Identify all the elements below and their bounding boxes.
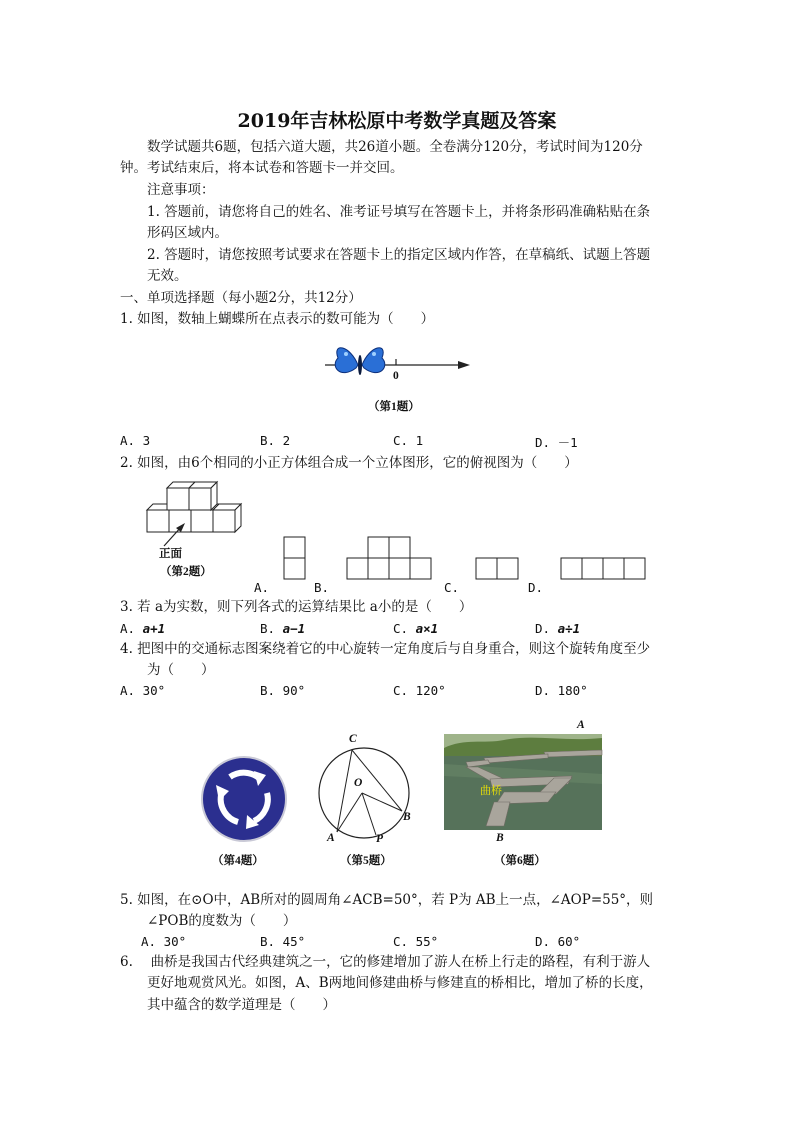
q1-caption: （第1题） bbox=[368, 401, 420, 413]
intro-line-2: 钟。考试结束后，将本试卷和答题卡一并交回。 bbox=[120, 160, 404, 176]
photo-label-b: B bbox=[496, 832, 504, 844]
notice-title: 注意事项： bbox=[147, 182, 215, 198]
top-view-option-b bbox=[346, 536, 436, 582]
q3-stem: 3. 若 a为实数，则下列各式的运算结果比 a小的是（ ） bbox=[120, 599, 473, 615]
front-label: 正面 bbox=[159, 548, 182, 560]
q3-expr-b: a−1 bbox=[282, 621, 306, 636]
q4-stem-line-2: 为（ ） bbox=[147, 662, 215, 678]
zigzag-bridge-photo bbox=[444, 734, 602, 830]
fig4-caption: （第4题） bbox=[212, 855, 264, 867]
top-view-option-d bbox=[560, 557, 650, 582]
notice-2-line-1: 2. 答题时，请您按照考试要求在答题卡上的指定区域内作答，在草稿纸、试题上答题 bbox=[147, 247, 651, 263]
q4-option-a: A. 30° bbox=[120, 683, 166, 698]
label-o: O bbox=[354, 777, 363, 789]
q6-stem-line-2: 更好地观赏风光。如图，A、B两地间修建曲桥与修建直的桥相比，增加了桥的长度， bbox=[147, 975, 653, 991]
q2-label-c: C. bbox=[444, 580, 460, 595]
q3-option-c: C. a×1 bbox=[393, 621, 439, 636]
top-view-option-a bbox=[283, 536, 307, 582]
circle-geometry-figure bbox=[316, 744, 416, 844]
q1-option-d: D. －1 bbox=[535, 435, 578, 450]
q3-expr-a: a+1 bbox=[142, 621, 166, 636]
notice-2-line-2: 无效。 bbox=[147, 268, 188, 284]
label-p: P bbox=[376, 833, 384, 845]
bridge-label: 曲桥 bbox=[480, 784, 502, 797]
label-c: C bbox=[349, 733, 357, 745]
notice-1-line-2: 形码区域内。 bbox=[147, 225, 228, 241]
q6-stem-line-3: 其中蕴含的数学道理是（ ） bbox=[147, 997, 336, 1013]
page-title: 2019年吉林松原中考数学真题及答案 bbox=[237, 110, 557, 132]
q4-option-d: D. 180° bbox=[535, 683, 588, 698]
fig5-caption: （第5题） bbox=[340, 855, 392, 867]
fig6-caption: （第6题） bbox=[494, 855, 546, 867]
roundabout-sign-icon bbox=[200, 755, 290, 845]
q2-stem: 2. 如图，由6个相同的小正方体组合成一个立体图形，它的俯视图为（ ） bbox=[120, 455, 578, 471]
section-heading: 一、单项选择题（每小题2分，共12分） bbox=[120, 290, 362, 306]
q3-option-d: D. a÷1 bbox=[535, 621, 581, 636]
label-b: B bbox=[403, 811, 411, 823]
q3-option-a: A. a+1 bbox=[120, 621, 166, 636]
q5-stem-line-1: 5. 如图，在⊙O中，AB所对的圆周角∠ACB=50°，若 P为 AB上一点，∠AOP=55°，则 bbox=[120, 892, 654, 908]
q1-option-a: A. 3 bbox=[120, 433, 151, 448]
q1-option-c: C. 1 bbox=[393, 433, 424, 448]
q5-option-d: D. 60° bbox=[535, 934, 581, 949]
q1-stem: 1. 如图，数轴上蝴蝶所在点表示的数可能为（ ） bbox=[120, 311, 435, 327]
q5-option-b: B. 45° bbox=[260, 934, 306, 949]
q1-option-b: B. 2 bbox=[260, 433, 291, 448]
q5-option-c: C. 55° bbox=[393, 934, 439, 949]
q4-stem-line-1: 4. 把图中的交通标志图案绕着它的中心旋转一定角度后与自身重合，则这个旋转角度至少 bbox=[120, 641, 651, 657]
q6-stem-line-1: 6. 曲桥是我国古代经典建筑之一，它的修建增加了游人在桥上行走的路程，有利于游人 bbox=[120, 954, 651, 970]
q2-label-d: D. bbox=[528, 580, 544, 595]
q3-expr-d: a÷1 bbox=[557, 621, 581, 636]
q5-stem-line-2: ∠POB的度数为（ ） bbox=[147, 913, 297, 929]
label-a: A bbox=[327, 832, 335, 844]
q5-option-a: A. 30° bbox=[141, 934, 187, 949]
intro-line-1: 数学试题共6题，包括六道大题，共26道小题。全卷满分120分，考试时间为120分 bbox=[147, 139, 643, 155]
q4-option-b: B. 90° bbox=[260, 683, 306, 698]
notice-1-line-1: 1. 答题前，请您将自己的姓名、准考证号填写在答题卡上，并将条形码准确粘贴在条 bbox=[147, 204, 651, 220]
q4-option-c: C. 120° bbox=[393, 683, 446, 698]
number-line-zero: 0 bbox=[393, 370, 399, 382]
photo-label-a: A bbox=[577, 719, 585, 731]
q3-expr-c: a×1 bbox=[415, 621, 439, 636]
q2-label-b: B. bbox=[314, 580, 330, 595]
number-line-figure bbox=[320, 340, 480, 390]
q2-label-a: A. bbox=[254, 580, 270, 595]
q3-option-b: B. a−1 bbox=[260, 621, 306, 636]
top-view-option-c bbox=[475, 557, 521, 582]
butterfly-icon bbox=[335, 348, 385, 375]
q2-caption: （第2题） bbox=[160, 566, 212, 578]
